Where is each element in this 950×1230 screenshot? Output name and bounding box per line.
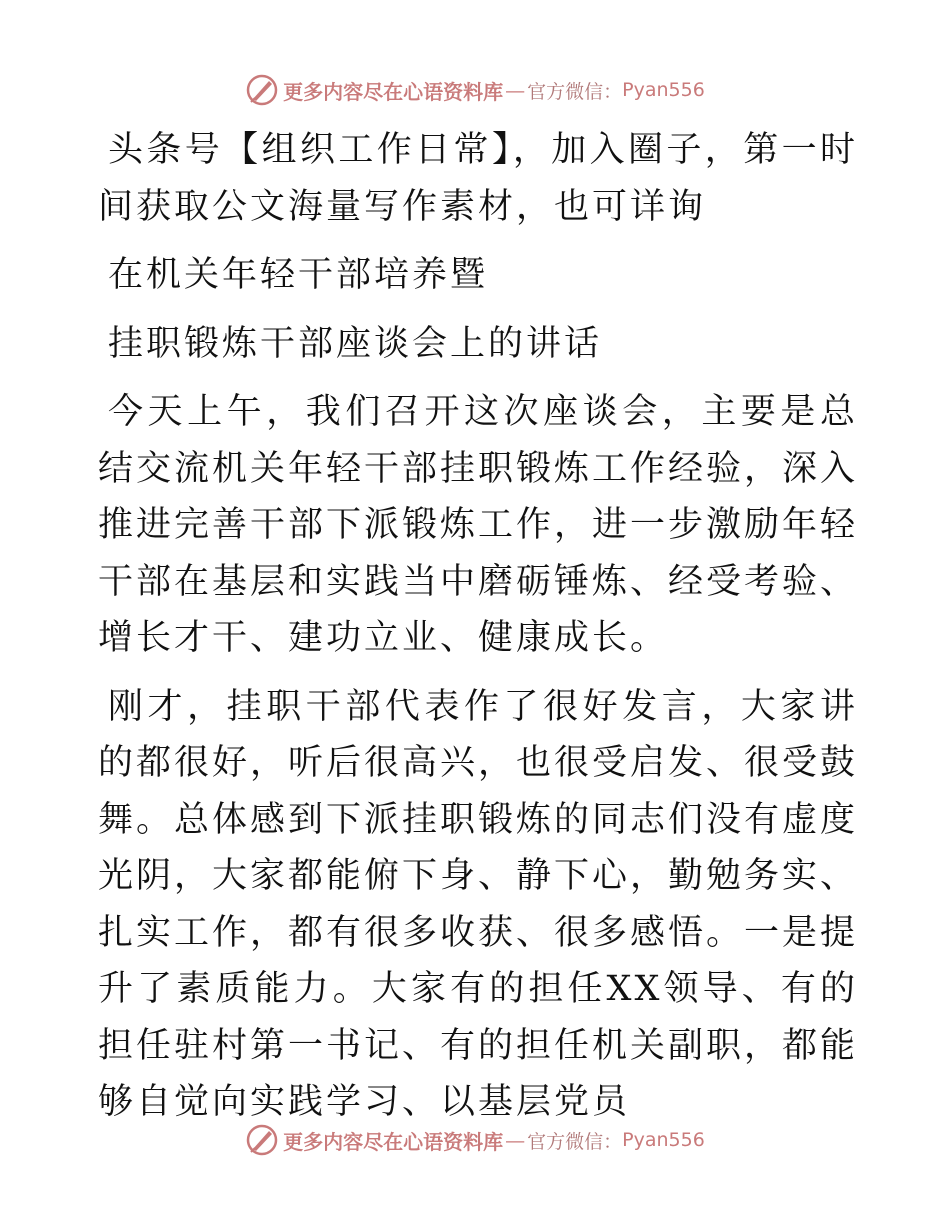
banner-wechat-id: Pyan556 (622, 1129, 705, 1151)
body-paragraph-1: 今天上午，我们召开这次座谈会，主要是总结交流机关年轻干部挂职锻炼工作经验，深入推进完善干部下派锻炼工作，进一步激励年轻干部在基层和实践当中磨砺锤炼、经受考验、增长才干、建功立业、健康成长。 (98, 392, 859, 658)
banner-official: 官方微信： (527, 80, 623, 103)
watermark-banner-bottom (0, 1120, 950, 1160)
intro-paragraph: 头条号【组织工作日常】，加入圈子，第一时间获取公文海量写作素材，也可详询 (98, 130, 858, 227)
banner-dash: — (505, 1128, 526, 1152)
banner-text: 更多内容尽在心语资料库 (283, 79, 504, 104)
banner-official: 官方微信： (527, 1130, 623, 1153)
banner-dash: — (505, 78, 526, 102)
body-paragraph-2: 刚才，挂职干部代表作了很好发言，大家讲的都很好，听后很高兴，也很受启发、很受鼓舞。总体感到下派挂职锻炼的同志们没有虚度光阴，大家都能俯下身、静下心，勤勉务实、扎实工作，都有很多收获、很多感悟。一是提升了素质能力。大家有的担任XX领导、有的担任驻村第一书记、有的担任机关副职，都能够自觉向实践学习、以基层党员 (98, 686, 859, 1122)
banner-wechat-id: Pyan556 (622, 79, 705, 101)
title-line-2: 挂职锻炼干部座谈会上的讲话 (108, 323, 603, 364)
title-line-1: 在机关年轻干部培养暨 (108, 255, 489, 295)
quill-logo-icon (245, 1123, 279, 1157)
banner-text: 更多内容尽在心语资料库 (283, 1129, 504, 1154)
document-body (98, 122, 858, 1131)
quill-logo-icon (245, 73, 279, 107)
watermark-banner-top (0, 70, 950, 110)
